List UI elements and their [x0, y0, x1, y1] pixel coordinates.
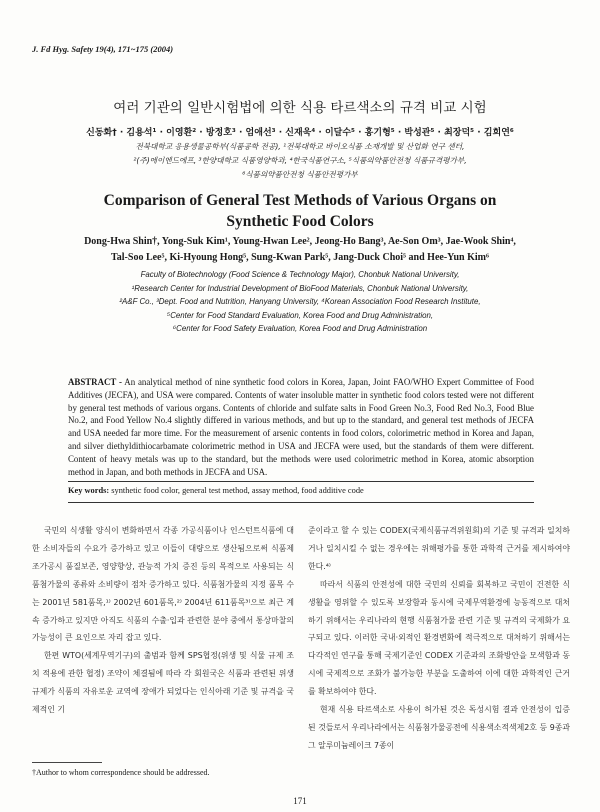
abstract — [68, 376, 534, 478]
body-paragraph: 준이라고 할 수 있는 CODEX(국제식품규격위원회)의 기준 및 규격과 일치하거나 일치시킬 수 없는 경우에는 위해평가를 통한 과학적 근거를 제시하여야 한다.⁴⁾ — [308, 526, 570, 571]
english-affiliation-line: ⁵Center for Food Standard Evaluation, Korea Food and Drug Administration, — [166, 310, 434, 320]
english-affiliation-line: Faculty of Biotechnology (Food Science & Technology Major), Chonbuk National University, — [140, 270, 460, 279]
english-title — [40, 190, 560, 232]
journal-citation: J. Fd Hyg. Safety 19(4), 171~175 (2004) — [32, 44, 174, 54]
english-affiliation-line: ¹Research Center for Industrial Development of BioFood Materials, Chonbuk National University, — [131, 283, 469, 293]
body-left-column — [32, 522, 294, 719]
body-paragraph: 따라서 식품의 안전성에 대한 국민의 신뢰를 회복하고 국민이 건전한 식생활을 영위할 수 있도록 보장함과 동시에 국제무역환경에 능동적으로 대처하기 위해서는 우리나라의 현행 식품첨가물 관련 기준 및 규격의 국제화가 요구되고 있다. 이러한 국내·외적인 환경변화에 적극적으로 대처하기 위해서는 다각적인 연구를 통해 국제기준인 CODEX 기준과의 조화방안을 모색함과 동시에 국제적으로 조화가 불가능한 부분을 도출하여 이에 대한 과학적인 근거를 확보하여야 한다. — [308, 579, 570, 697]
english-authors-line: Tal-Soo Lee⁵, Ki-Hyoung Hong⁵, Sung-Kwan Park⁵, Jang-Duck Choi⁵ and Hee-Yun Kim⁶ — [111, 251, 489, 263]
english-authors — [40, 234, 560, 265]
english-affiliation-line: ²A&F Co., ³Dept. Food and Nutrition, Hanyang University, ⁴Korean Association Food Research Institute, — [119, 297, 481, 307]
korean-affiliation-line: ²(주)에이엔드에프, ³한양대학교 식품영양학과, ⁴한국식품연구소, ⁵식품의약품안전청 식품규격평가부, — [133, 156, 467, 165]
korean-authors: 신동화† · 김용석¹ · 이영환² · 방정호³ · 엄애선³ · 신재욱⁴ · 이달수⁵ · 홍기형⁵ · 박성관⁵ · 최장덕⁵ · 김희연⁶ — [86, 128, 514, 138]
body-right-column — [308, 522, 570, 755]
footnote: †Author to whom correspondence should be addressed. — [32, 768, 210, 777]
korean-title: 여러 기관의 일반시험법에 의한 식용 타르색소의 규격 비교 시험 — [113, 100, 487, 116]
abstract-divider — [68, 481, 534, 482]
body-paragraph: 현재 식용 타르색소로 사용이 허가된 것은 독성시험 결과 안전성이 입증된 것들로서 우리나라에서는 식품첨가물공전에 식용색소적색제2호 등 9종과 그 알루미늄레이크 7종이 — [308, 705, 570, 750]
body-paragraph: 국민의 식생활 양식이 변화하면서 각종 가공식품이나 인스턴트식품에 대한 소비자들의 수요가 증가하고 있고 이들이 대량으로 생산됨으로써 식품제조가공시 품질보존, 영양향상, 관능적 가치 증진 등의 목적으로 사용되는 식품첨가물의 종류와 소비량이 점차 증가하고 있다. 식품첨가물의 지정 품목 수는 2001년 581품목,¹⁾ 2002년 601품목,²⁾ 2004년 611품목³⁾으로 최근 계속 증가하고 있지만 아직도 식품의 수출·입과 관련한 분야 중에서 통상마찰의 가능성이 큰 요인으로 자리 잡고 있다. — [32, 526, 294, 643]
abstract-text: An analytical method of nine synthetic food colors in Korea, Japan, Joint FAO/WHO Expert Committee of Food Additives (JECFA), and USA were compared. Contents of water insoluble matter in synthetic food colors tested were not different by general test methods of various organs. Contents of chloride and sulfate salts in Food Green No.3, Food Red No.3, Food Blue No.2, and Food Yellow No.4 slightly differed in various methods, and but up to the standard, and general test methods of JECFA and USA needed far more time. For the measurement of arsenic contents in food colors, colorimetric method in Korea and Japan, and silver diethyldithiocarbamate colorimetric method in USA and JECFA were used, but the standards of them were different. Content of heavy metals was up to the standard, but the methods were used colorimetric method in Korea, atomic absorption method in Japan, and both methods in JECFA and USA. — [68, 377, 534, 477]
keywords-divider — [68, 502, 534, 503]
footnote-divider — [32, 762, 102, 763]
keywords-label: Key words: — [68, 486, 110, 495]
body-paragraph: 한편 WTO(세계무역기구)의 출범과 함께 SPS협정(위생 및 식물 규제 조치 적용에 관한 협정) 조약이 체결됨에 따라 각 회원국은 식품과 관련된 위생규제가 식품의 자유로운 교역에 장애가 되었다는 인식아래 기준 및 규격을 국제적인 기 — [32, 651, 294, 715]
english-title-line: Synthetic Food Colors — [226, 213, 374, 230]
english-affiliations — [40, 268, 560, 336]
page-number: 171 — [293, 796, 307, 806]
korean-affiliation-line: ⁶식품의약품안전청 식품안전평가부 — [242, 170, 358, 179]
abstract-label: ABSTRACT - — [68, 377, 122, 387]
keywords-text: synthetic food color, general test method, assay method, food additive code — [111, 486, 364, 495]
keywords — [68, 486, 364, 495]
korean-affiliation-line: 전북대학교 응용생물공학부(식품공학 전공), ¹전북대학교 바이오식품 소재개발 및 산업화 연구 센터, — [135, 142, 465, 151]
english-affiliation-line: ⁶Center for Food Safety Evaluation, Korea Food and Drug Administration — [172, 324, 428, 334]
english-authors-line: Dong-Hwa Shin†, Yong-Suk Kim¹, Young-Hwan Lee², Jeong-Ho Bang³, Ae-Son Om³, Jae-Wook Shin⁴, — [84, 236, 516, 247]
english-title-line: Comparison of General Test Methods of Various Organs on — [103, 192, 497, 209]
